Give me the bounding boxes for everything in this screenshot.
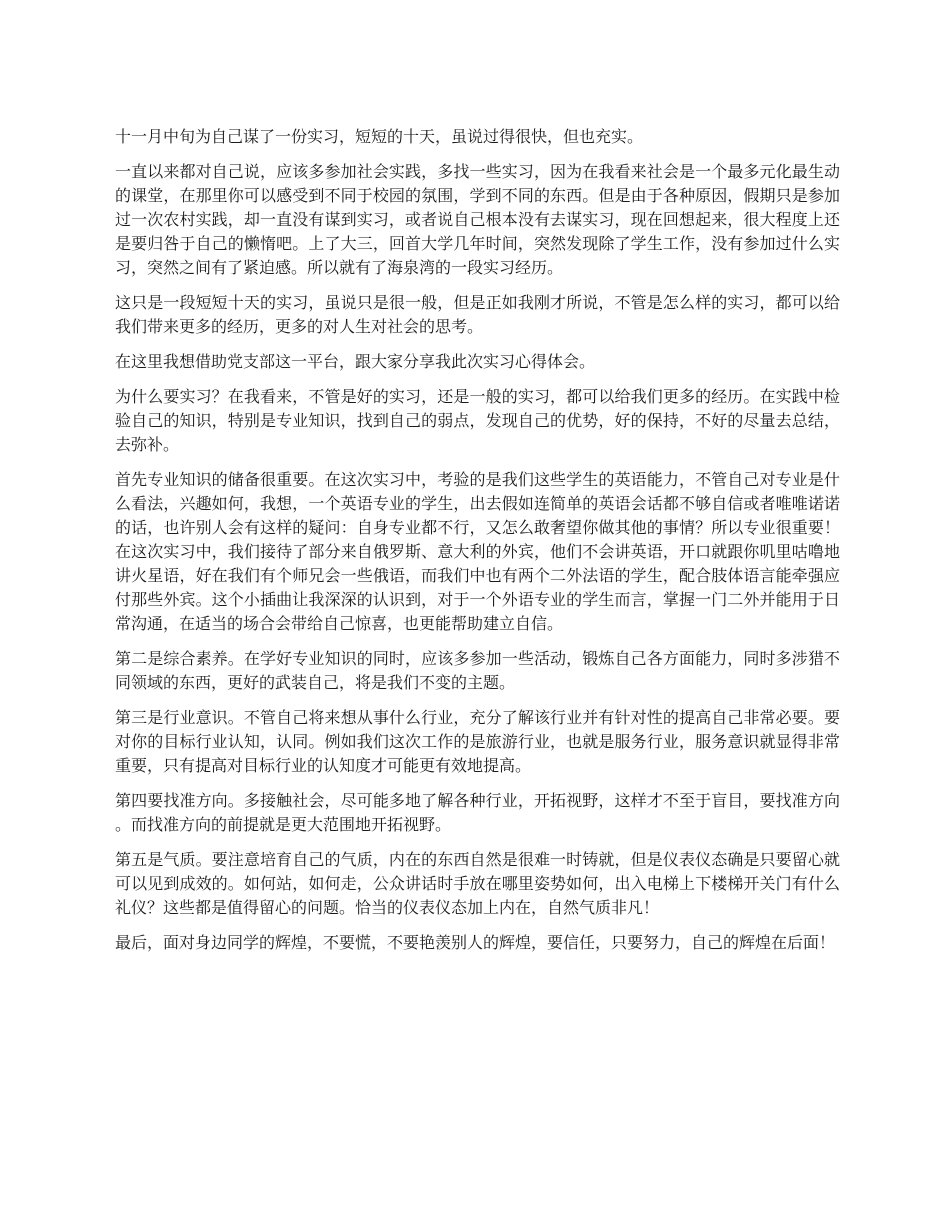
paragraph-professional-knowledge: 首先专业知识的储备很重要。在这次实习中，考验的是我们这些学生的英语能力，不管自己对专业是什么看法，兴趣如何，我想，一个英语专业的学生，出去假如连简单的英语会话都不够自信或者唯唯诺诺的话，也许别人会有这样的疑问：自身专业都不行，又怎么敢奢望你做其他的事情？所以专业很重要！ 在这次实习中，我们接待了部分来自俄罗斯、意大利的外宾，他们不会讲英语，开口就跟你叽里咕噜地讲火星语，好在我们有个师兄会一些俄语，而我们中也有两个二外法语的学生，配合肢体语言能牵强应付那些外宾。这个小插曲让我深深的认识到，对于一个外语专业的学生而言，掌握一门二外并能用于日常沟通，在适当的场合会带给自己惊喜，也更能帮助建立自信。 (115, 470, 840, 633)
paragraph-industry-awareness: 第三是行业意识。不管自己将来想从事什么行业，充分了解该行业并有针对性的提高自己非常必要。要对你的目标行业认知，认同。例如我们这次工作的是旅游行业，也就是服务行业，服务意识就显得非常重要，只有提高对目标行业的认知度才可能更有效地提高。 (115, 708, 840, 775)
paragraph-direction: 第四要找准方向。多接触社会，尽可能多地了解各种行业，开拓视野，这样才不至于盲目，要找准方向。而找准方向的前提就是更大范围地开拓视野。 (115, 791, 840, 834)
paragraph-background: 一直以来都对自己说，应该多参加社会实践，多找一些实习，因为在我看来社会是一个最多元化最生动的课堂，在那里你可以感受到不同于校园的氛围，学到不同的东西。但是由于各种原因，假期只是参加过一次农村实践，却一直没有谋到实习，或者说自己根本没有去谋实习，现在回想起来，很大程度上还是要归咎于自己的懒惰吧。上了大三，回首大学几年时间，突然发现除了学生工作，没有参加过什么实习，突然之间有了紧迫感。所以就有了海泉湾的一段实习经历。 (115, 162, 840, 277)
paragraph-short-internship: 这只是一段短短十天的实习，虽说只是很一般，但是正如我刚才所说，不管是怎么样的实习，都可以给我们带来更多的经历，更多的对人生对社会的思考。 (115, 293, 840, 336)
paragraph-intro: 十一月中旬为自己谋了一份实习，短短的十天，虽说过得很快，但也充实。 (115, 127, 644, 146)
paragraph-why-intern: 为什么要实习？在我看来，不管是好的实习，还是一般的实习，都可以给我们更多的经历。在实践中检验自己的知识，特别是专业知识，找到自己的弱点，发现自己的优势，好的保持，不好的尽量去总结，去弥补。 (115, 387, 840, 454)
paragraph-comprehensive-quality: 第二是综合素养。在学好专业知识的同时，应该多参加一些活动，锻炼自己各方面能力，同时多涉猎不同领域的东西，更好的武装自己，将是我们不变的主题。 (115, 649, 840, 692)
paragraph-sharing: 在这里我想借助党支部这一平台，跟大家分享我此次实习心得体会。 (115, 352, 596, 371)
paragraph-conclusion: 最后，面对身边同学的辉煌，不要慌，不要艳羡别人的辉煌，要信任，只要努力，自己的辉煌在后面！ (115, 933, 836, 952)
document-body (115, 125, 840, 966)
paragraph-temperament: 第五是气质。要注意培育自己的气质，内在的东西自然是很难一时铸就，但是仪表仪态确是只要留心就可以见到成效的。如何站，如何走，公众讲话时手放在哪里姿势如何，出入电梯上下楼梯开关门有什么礼仪？这些都是值得留心的问题。恰当的仪表仪态加上内在，自然气质非凡！ (115, 850, 840, 917)
